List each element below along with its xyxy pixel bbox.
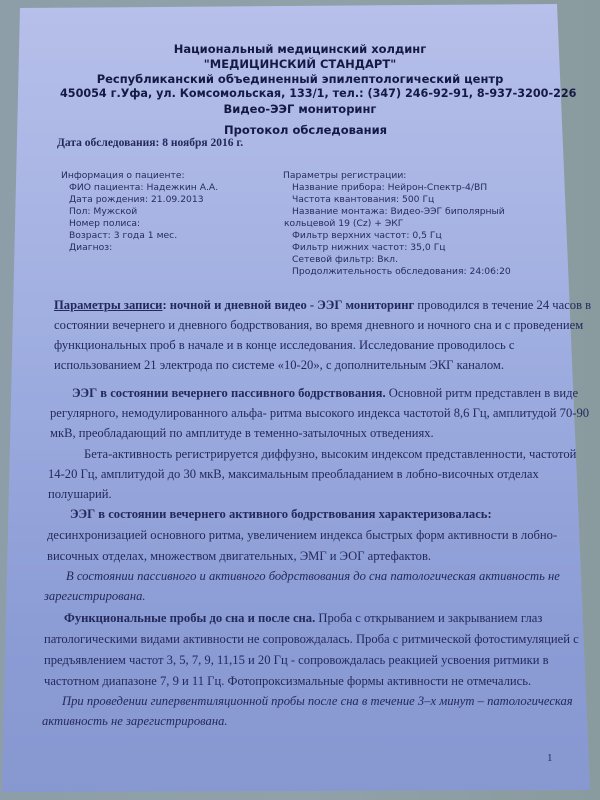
paragraph-line: 14-20 Гц, амплитудой до 30 мкВ, максимальным преобладанием в лобно-височных отделах	[48, 467, 539, 481]
functional-tests-heading: Функциональные пробы до сна и после сна.	[64, 611, 316, 625]
patient-age: Возраст: 3 года 1 мес.	[69, 230, 178, 241]
sampling-rate: Частота квантования: 500 Гц	[292, 194, 435, 205]
low-pass-filter: Фильтр нижних частот: 35,0 Гц	[292, 242, 446, 253]
high-pass-filter: Фильтр верхних частот: 0,5 Гц	[292, 230, 442, 241]
passive-wake-heading: ЭЭГ в состоянии вечернего пассивного бодрствования.	[72, 386, 386, 400]
paragraph-line: активность не зарегистрирована.	[42, 714, 228, 728]
monitoring-type: ночной и дневной видео - ЭЭГ мониторинг	[169, 298, 415, 312]
recording-params-paragraph: Параметры записи: ночной и дневной видео - ЭЭГ мониторинг проводился в течение 24 часов в	[54, 298, 592, 312]
patient-name: ФИО пациента: Надежкин А.А.	[69, 182, 219, 193]
exam-date: Дата обследования: 8 ноября 2016 г.	[57, 137, 244, 149]
paragraph-line: регулярного, немодулированного альфа- ритма высокого индекса частотой 8,6 Гц, амплитудой 70-90	[50, 406, 590, 420]
passive-wake-paragraph: ЭЭГ в состоянии вечернего пассивного бодрствования. Основной ритм представлен в виде	[72, 386, 579, 400]
notch-filter: Сетевой фильтр: Вкл.	[292, 254, 398, 265]
patient-diagnosis: Диагноз:	[69, 242, 113, 253]
active-wake-heading: ЭЭГ в состоянии вечернего активного бодрствования характеризовалась:	[70, 507, 492, 521]
recording-params-label: Параметры записи	[54, 298, 163, 312]
no-pathology-note: В состоянии пассивного и активного бодрствования до сна патологическая активность не	[66, 569, 560, 583]
paragraph-line: частотном диапазоне 7, 9 и 11 Гц. Фотопроксизмальные формы активности не отмечались.	[44, 674, 532, 688]
paragraph-line: состоянии вечернего и дневного бодрствования, во время дневного и ночного сна и с проведением	[54, 318, 584, 332]
org-name: Национальный медицинский холдинг	[173, 42, 427, 56]
address-line: 450054 г.Уфа, ул. Комсомольская, 133/1, тел.: (347) 246-92-91, 8-937-3200-226	[60, 87, 577, 100]
device-name: Название прибора: Нейрон-Спектр-4/ВП	[292, 182, 488, 193]
registration-heading: Параметры регистрации:	[283, 170, 407, 181]
beta-activity-paragraph: Бета-активность регистрируется диффузно, высоким индексом представленности, частотой	[84, 447, 577, 461]
paragraph-line: функциональных проб в начале и в конце исследования. Исследование проводилось с	[54, 338, 515, 352]
paragraph-line: височных отделах, множеством двигательных, ЭМГ и ЭОГ артефактов.	[47, 549, 432, 563]
paragraph-line: десинхронизацией основного ритма, увеличением индекса быстрых форм активности в лобно-	[47, 528, 558, 542]
org-title: "МЕДИЦИНСКИЙ СТАНДАРТ"	[203, 57, 397, 71]
page-number: 1	[547, 752, 553, 764]
center-name: Республиканский объединенный эпилептологический центр	[96, 72, 504, 86]
service-name: Видео-ЭЭГ мониторинг	[223, 102, 377, 116]
page-title: Протокол обследования	[224, 123, 388, 137]
hyperventilation-note: При проведении гипервентиляционной пробы после сна в течение 3–х минут – патологическая	[62, 694, 573, 708]
paragraph-line: зарегистрирована.	[44, 589, 146, 603]
exam-duration: Продолжительность обследования: 24:06:20	[292, 266, 511, 277]
patient-info-heading: Информация о пациенте:	[61, 170, 185, 181]
montage-name: Название монтажа: Видео-ЭЭГ биполярный	[292, 206, 505, 217]
paragraph-line: использованием 21 электрода по системе «10-20», с дополнительным ЭКГ каналом.	[54, 358, 505, 372]
paragraph-line: мкВ, преобладающий по амплитуде в теменно-затылочных отведениях.	[50, 426, 434, 440]
paragraph-line: патологическими видами активности не сопровождалась. Проба с ритмической фотостимуляцией с	[44, 632, 579, 646]
patient-policy: Номер полиса:	[69, 218, 141, 229]
patient-birthdate: Дата рождения: 21.09.2013	[69, 194, 204, 205]
functional-tests-paragraph: Функциональные пробы до сна и после сна. Проба с открыванием и закрыванием глаз	[64, 611, 543, 625]
paragraph-line: предъявлением частот 3, 5, 7, 9, 11,15 и 20 Гц - сопровождалась реакцией усвоения ритмики в	[44, 653, 549, 667]
patient-sex: Пол: Мужской	[69, 206, 138, 217]
paragraph-line: полушарий.	[48, 487, 112, 501]
montage-name-cont: кольцевой 19 (Cz) + ЭКГ	[284, 218, 404, 229]
